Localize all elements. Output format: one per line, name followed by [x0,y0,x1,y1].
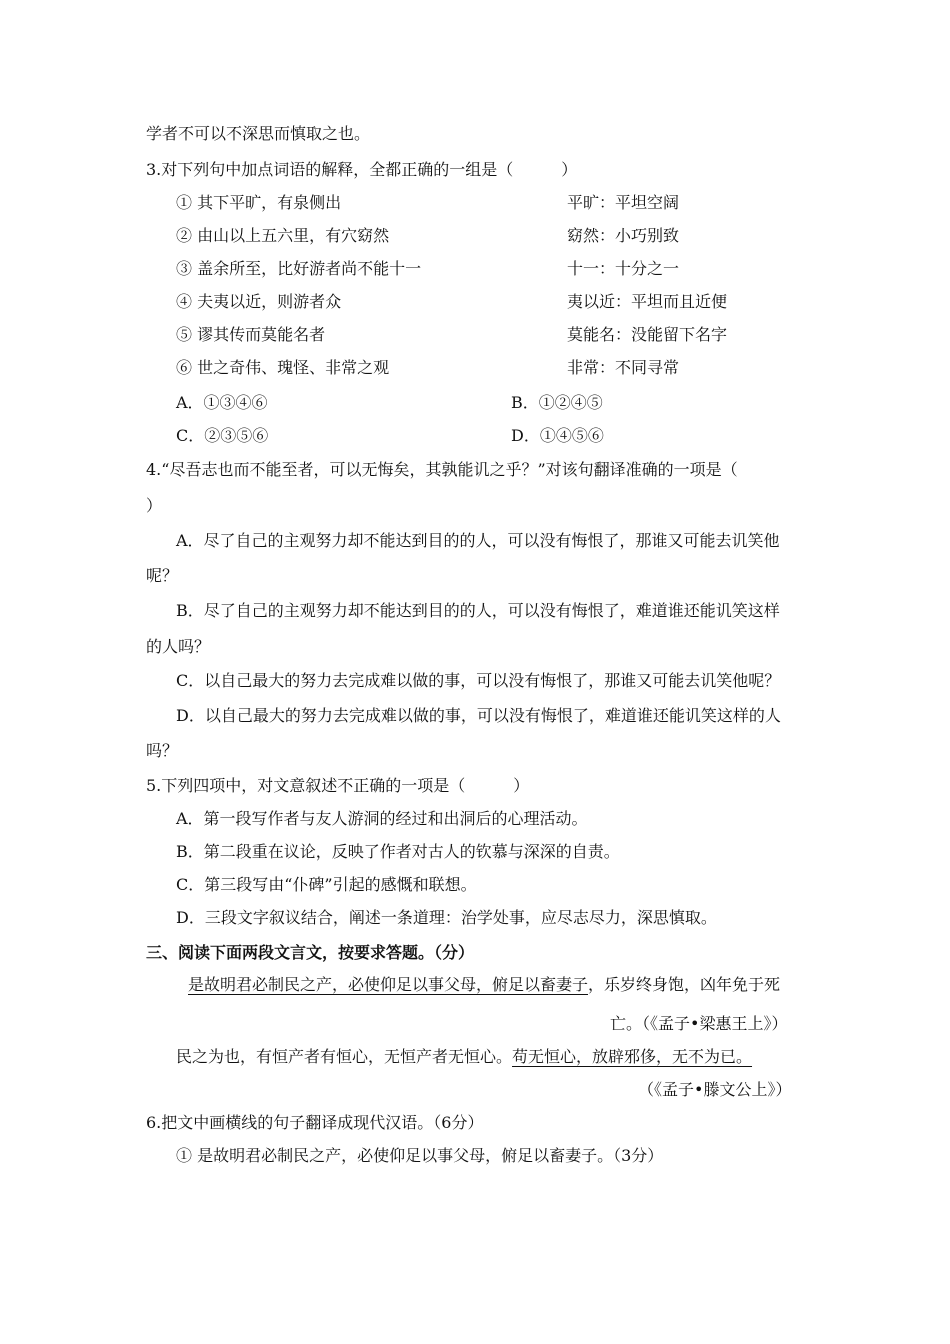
q3-item-gloss: 窈然：小巧别致 [567,226,680,245]
q4-option-d: D．以自己最大的努力去完成难以做的事，可以没有悔恨了，难道谁还能讥笑这样的人 [176,706,781,725]
passage-1-source: 亡。（《孟子•梁惠王上》） [610,1014,788,1033]
q3-item-sentence: ① 其下平旷，有泉侧出 [176,193,342,212]
section-heading: 三、阅读下面两段文言文，按要求答题。（分） [146,943,475,962]
q5-option-b: B．第二段重在议论，反映了作者对古人的钦慕与深深的自责。 [176,842,620,861]
q4-option-b-cont: 的人吗？ [146,637,211,656]
q3-item-sentence: ④ 夫夷以近，则游者众 [176,292,342,311]
q4-stem: 4.“尽吾志也而不能至者，可以无悔矣，其孰能讥之乎？”对该句翻译准确的一项是（ [146,460,738,479]
q3-item-gloss: 非常：不同寻常 [567,358,680,377]
q4-option-a: A．尽了自己的主观努力却不能达到目的的人，可以没有悔恨了，那谁又可能去讥笑他 [176,531,780,550]
q3-item-sentence: ⑥ 世之奇伟、瑰怪、非常之观 [176,358,390,377]
q5-option-a: A．第一段写作者与友人游洞的经过和出洞后的心理活动。 [176,809,588,828]
q4-stem-close: ） [146,496,163,515]
passage-1-underlined: 是故明君必制民之产，必使仰足以事父母，俯足以畜妻子 [188,975,589,994]
passage-1 [188,975,780,995]
passage-2 [176,1047,752,1067]
q3-item-gloss: 平旷：平坦空阔 [567,193,680,212]
passage-2-plain: 民之为也，有恒产者有恒心，无恒产者无恒心。 [176,1047,513,1066]
q5-option-c: C．第三段写由“仆碑”引起的感慨和联想。 [176,875,477,894]
q5-option-d: D．三段文字叙议结合，阐述一条道理：治学处事，应尽志尽力，深思慎取。 [176,908,717,927]
q4-option-c: C．以自己最大的努力去完成难以做的事，可以没有悔恨了，那谁又可能去讥笑他呢？ [176,671,781,690]
q3-item-gloss: 夷以近：平坦而且近便 [567,292,728,311]
q3-option-c: C．②③⑤⑥ [176,426,269,445]
q6-stem: 6.把文中画横线的句子翻译成现代汉语。（6分） [146,1113,484,1132]
q5-stem: 5.下列四项中，对文意叙述不正确的一项是（ ） [146,776,530,795]
passage-1-rest: ，乐岁终身饱，凶年免于死 [588,975,781,994]
q3-item-sentence: ⑤ 谬其传而莫能名者 [176,325,326,344]
q3-option-b: B．①②④⑤ [511,393,603,412]
passage-2-underlined: 苟无恒心，放辟邪侈，无不为已。 [512,1047,753,1066]
passage-2-source: （《孟子•滕文公上》） [638,1080,792,1099]
q3-item-sentence: ② 由山以上五六里，有穴窈然 [176,226,390,245]
q4-option-d-cont: 吗？ [146,741,179,760]
q3-stem: 3.对下列句中加点词语的解释，全都正确的一组是（ ） [146,160,578,179]
q3-item-gloss: 莫能名：没能留下名字 [567,325,728,344]
intro-line: 学者不可以不深思而慎取之也。 [146,124,371,143]
q6-item-1: ① 是故明君必制民之产，必使仰足以事父母，俯足以畜妻子。（3分） [176,1146,664,1165]
q3-item-sentence: ③ 盖余所至，比好游者尚不能十一 [176,259,422,278]
q4-option-b: B．尽了自己的主观努力却不能达到目的的人，可以没有悔恨了，难道谁还能讥笑这样 [176,601,780,620]
q4-option-a-cont: 呢？ [146,566,179,585]
q3-option-a: A．①③④⑥ [176,393,268,412]
q3-option-d: D．①④⑤⑥ [511,426,604,445]
q3-item-gloss: 十一：十分之一 [567,259,680,278]
